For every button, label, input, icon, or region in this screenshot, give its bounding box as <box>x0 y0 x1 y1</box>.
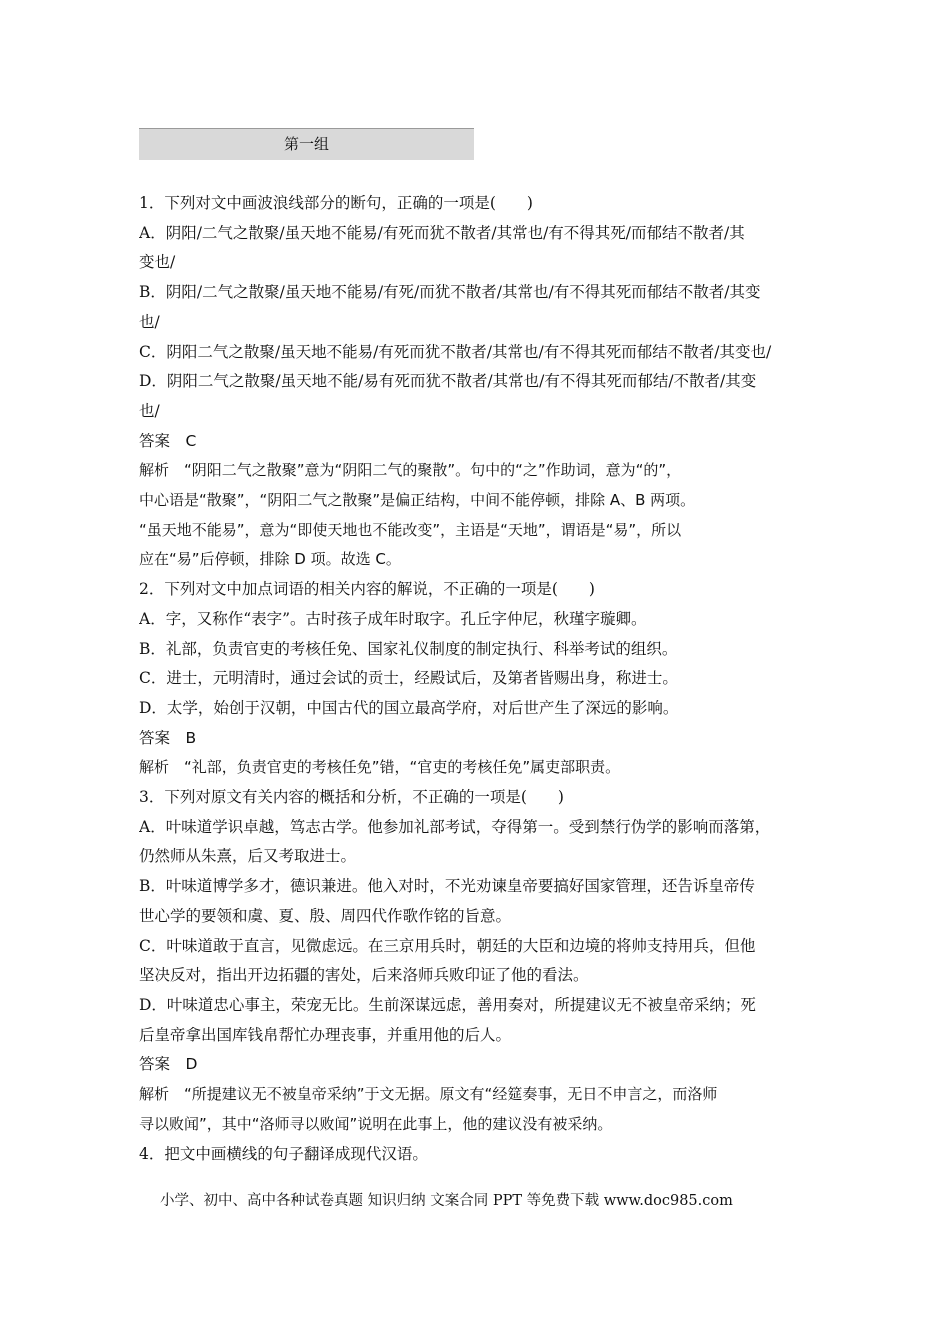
text-line: C．进士，元明清时，通过会试的贡士，经殿试后，及第者皆赐出身，称进士。 <box>139 669 678 688</box>
analysis-line: “虽天地不能易”，意为“即使天地也不能改变”，主语是“天地”，谓语是“易”，所以 <box>139 520 682 539</box>
text-line: 2．下列对文中加点词语的相关内容的解说，不正确的一项是( ) <box>139 580 595 599</box>
text-line: D．叶味道忠心事主，荣宠无比。生前深谋远虑，善用奏对，所提建议无不被皇帝采纳；死 <box>139 995 756 1014</box>
text-line: 3．下列对原文有关内容的概括和分析，不正确的一项是( ) <box>139 788 564 807</box>
text-line: B．叶味道博学多才，德识兼进。他入对时，不光劝谏皇帝要搞好国家管理，还告诉皇帝传 <box>139 877 755 896</box>
text-line: 4．把文中画横线的句子翻译成现代汉语。 <box>139 1144 428 1163</box>
text-line: 坚决反对，指出开边拓疆的害处，后来洛师兵败印证了他的看法。 <box>139 966 589 985</box>
text-line: D．太学，始创于汉朝，中国古代的国立最高学府，对后世产生了深远的影响。 <box>139 698 679 717</box>
answer-line: 答案 D <box>139 1055 198 1074</box>
analysis-line: 解析 “礼部，负责官吏的考核任免”错，“官吏的考核任免”属吏部职责。 <box>139 758 621 777</box>
text-line: B．礼部，负责官吏的考核任免、国家礼仪制度的制定执行、科举考试的组织。 <box>139 639 678 658</box>
text-line: D．阴阳二气之散聚/虽天地不能/易有死而犹不散者/其常也/有不得其死而郁结/不散者/其变 <box>139 372 757 391</box>
text-line: A．叶味道学识卓越，笃志古学。他参加礼部考试，夺得第一。受到禁行伪学的影响而落第， <box>139 817 771 836</box>
answer-line: 答案 C <box>139 431 197 450</box>
section-header <box>139 128 474 160</box>
analysis-line: 解析 “阴阳二气之散聚”意为“阴阳二气的聚散”。句中的“之”作助词，意为“的”， <box>139 461 682 480</box>
text-line: 1．下列对文中画波浪线部分的断句，正确的一项是( ) <box>139 194 533 212</box>
page-footer <box>160 1190 840 1212</box>
text-line: 世心学的要领和虞、夏、殷、周四代作歌作铭的旨意。 <box>139 906 512 925</box>
text-line: 仍然师从朱熹，后又考取进士。 <box>139 847 357 866</box>
analysis-line: 寻以败闻”，其中“洛师寻以败闻”说明在此事上，他的建议没有被采纳。 <box>139 1114 613 1133</box>
text-line: A．阴阳/二气之散聚/虽天地不能易/有死而犹不散者/其常也/有不得其死/而郁结不散者/其 <box>139 223 745 242</box>
text-line: C．阴阳二气之散聚/虽天地不能易/有死而犹不散者/其常也/有不得其死而郁结不散者/其变也/ <box>139 342 772 361</box>
text-line: C．叶味道敢于直言，见微虑远。在三京用兵时，朝廷的大臣和边境的将帅支持用兵，但他 <box>139 936 756 955</box>
text-line: 也/ <box>139 401 160 420</box>
footer-text: 小学、初中、高中各种试卷真题 知识归纳 文案合同 PPT 等免费下载 www.doc985.com <box>160 1193 733 1209</box>
analysis-line: 解析 “所提建议无不被皇帝采纳”于文无据。原文有“经筵奏事，无日不申言之，而洛师 <box>139 1085 718 1104</box>
analysis-line: 中心语是“散聚”，“阴阳二气之散聚”是偏正结构，中间不能停顿，排除 A、B 两项。 <box>139 491 696 510</box>
text-line: 后皇帝拿出国库钱帛帮忙办理丧事，并重用他的后人。 <box>139 1025 512 1044</box>
analysis-line: 应在“易”后停顿，排除 D 项。故选 C。 <box>139 550 401 569</box>
text-line: 也/ <box>139 312 160 331</box>
text-line: A．字，又称作“表字”。古时孩子成年时取字。孔丘字仲尼，秋瑾字璇卿。 <box>139 609 647 628</box>
question-content <box>139 189 821 1169</box>
section-title: 第一组 <box>283 135 329 153</box>
text-line: B．阴阳/二气之散聚/虽天地不能易/有死/而犹不散者/其常也/有不得其死而郁结不散者/其变 <box>139 283 761 302</box>
answer-line: 答案 B <box>139 728 197 747</box>
text-line: 变也/ <box>139 253 176 272</box>
